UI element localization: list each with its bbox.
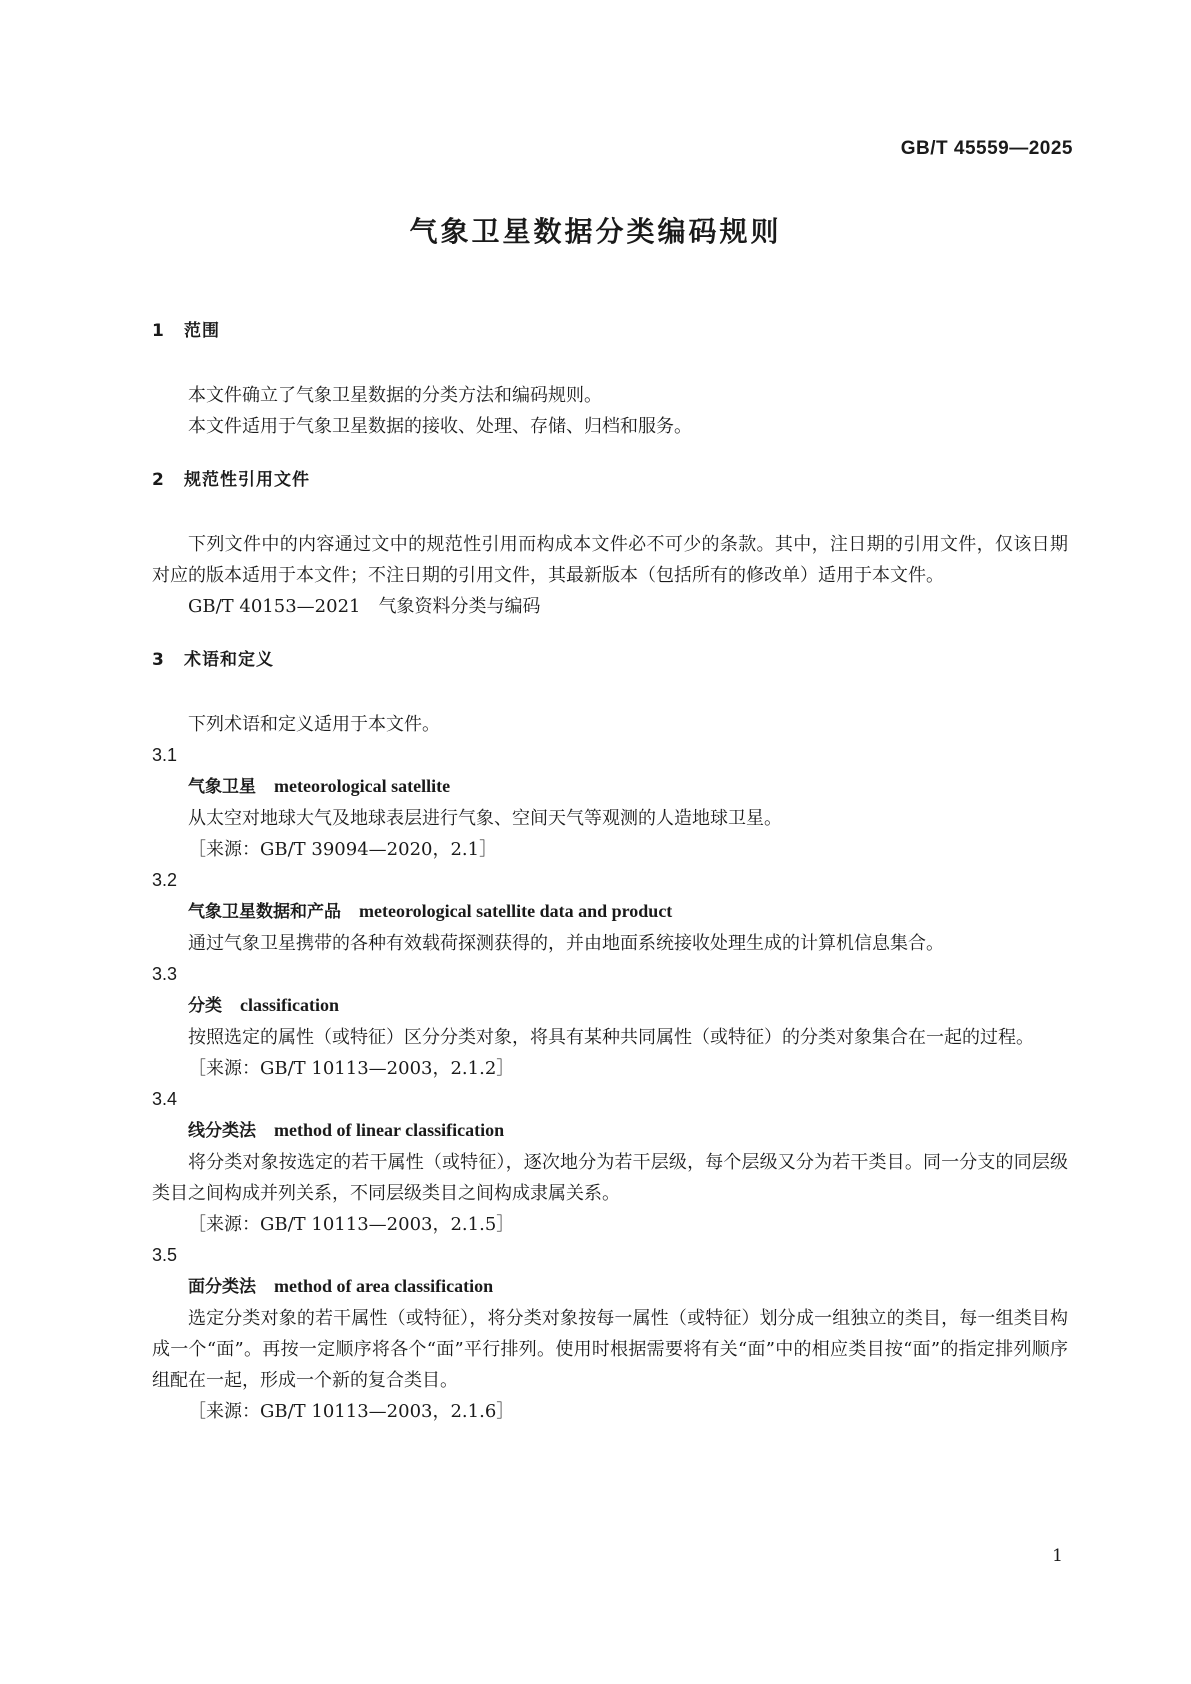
section-number: 1 — [152, 321, 165, 341]
term-name-en: method of area classification — [274, 1276, 494, 1296]
term-definition: 按照选定的属性（或特征）区分分类对象，将具有某种共同属性（或特征）的分类对象集合在一起的过程。 — [188, 1027, 1034, 1048]
term-number: 3.1 — [152, 745, 178, 765]
section-number: 2 — [152, 470, 165, 490]
document-title: 气象卫星数据分类编码规则 — [409, 215, 782, 248]
term-name-zh: 线分类法 — [188, 1121, 256, 1141]
term-definition: 选定分类对象的若干属性（或特征），将分类对象按每一属性（或特征）划分成一组独立的类目，每一组类目构成一个“面”。再按一定顺序将各个“面”平行排列。使用时根据需要将有关“面”中的相应类目按“面”的指定排列顺序组配在一起，形成一个新的复合类目。 — [152, 1308, 1068, 1391]
term-name-zh: 分类 — [188, 996, 222, 1016]
term-definition: 从太空对地球大气及地球表层进行气象、空间天气等观测的人造地球卫星。 — [188, 808, 782, 829]
scope-paragraph: 本文件适用于气象卫星数据的接收、处理、存储、归档和服务。 — [188, 416, 692, 437]
document-body — [152, 316, 1068, 1427]
term-definition: 将分类对象按选定的若干属性（或特征），逐次地分为若干层级，每个层级又分为若干类目。同一分支的同层级类目之间构成并列关系，不同层级类目之间构成隶属关系。 — [152, 1152, 1068, 1204]
term-name-en: meteorological satellite — [274, 776, 451, 796]
term-source: ［来源：GB/T 10113—2003，2.1.2］ — [188, 1058, 515, 1079]
term-name — [152, 771, 1068, 803]
term-number: 3.4 — [152, 1089, 178, 1109]
section-title: 术语和定义 — [184, 650, 274, 670]
section-heading-normative-references — [152, 465, 1068, 496]
term-name-en: method of linear classification — [274, 1120, 505, 1140]
section-heading-scope — [152, 316, 1068, 347]
term-number: 3.3 — [152, 964, 178, 984]
page-number: 1 — [1052, 1546, 1063, 1566]
term-source: ［来源：GB/T 10113—2003，2.1.6］ — [188, 1401, 515, 1422]
terms-intro: 下列术语和定义适用于本文件。 — [188, 714, 440, 735]
references-intro: 下列文件中的内容通过文中的规范性引用而构成本文件必不可少的条款。其中，注日期的引用文件，仅该日期对应的版本适用于本文件；不注日期的引用文件，其最新版本（包括所有的修改单）适用于本文件。 — [152, 534, 1068, 586]
term-name-zh: 气象卫星数据和产品 — [188, 902, 341, 922]
section-number: 3 — [152, 650, 165, 670]
term-number: 3.5 — [152, 1245, 178, 1265]
term-name — [152, 1271, 1068, 1303]
term-name — [152, 1115, 1068, 1147]
section-title: 规范性引用文件 — [184, 470, 310, 490]
term-name-en: classification — [240, 995, 339, 1015]
term-definition: 通过气象卫星携带的各种有效载荷探测获得的，并由地面系统接收处理生成的计算机信息集合。 — [188, 933, 944, 954]
section-heading-terms — [152, 645, 1068, 676]
term-name-zh: 气象卫星 — [188, 777, 256, 797]
standard-number: GB/T 45559—2025 — [900, 138, 1073, 159]
term-source: ［来源：GB/T 10113—2003，2.1.5］ — [188, 1214, 515, 1235]
term-number: 3.2 — [152, 870, 178, 890]
term-source: ［来源：GB/T 39094—2020，2.1］ — [188, 839, 498, 860]
term-name — [152, 896, 1068, 928]
section-title: 范围 — [184, 321, 220, 341]
term-name — [152, 990, 1068, 1022]
reference-item: GB/T 40153—2021 气象资料分类与编码 — [188, 596, 541, 617]
term-name-zh: 面分类法 — [188, 1277, 256, 1297]
term-name-en: meteorological satellite data and product — [359, 901, 673, 921]
scope-paragraph: 本文件确立了气象卫星数据的分类方法和编码规则。 — [188, 385, 602, 406]
